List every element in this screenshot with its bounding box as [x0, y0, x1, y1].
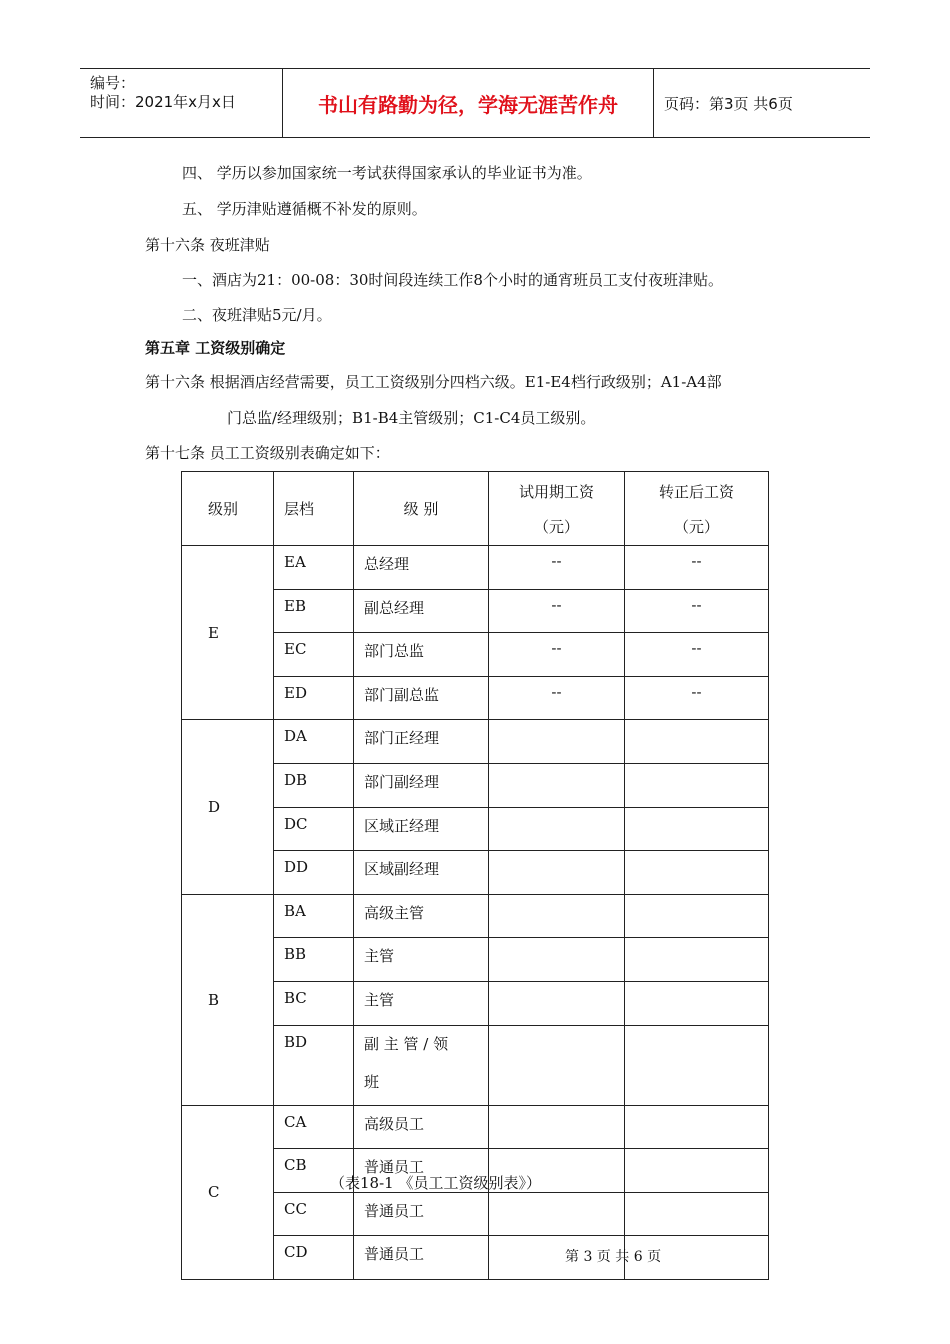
- regular-salary: [625, 763, 769, 807]
- regular-salary: [625, 851, 769, 895]
- probation-salary: --: [489, 589, 625, 633]
- header-meta-cell: [80, 69, 283, 137]
- tier-code: CC: [274, 1192, 354, 1236]
- table-header-row: [182, 472, 769, 546]
- header-tier: 层档: [274, 472, 354, 546]
- probation-salary: [489, 938, 625, 982]
- probation-salary: [489, 763, 625, 807]
- regular-salary: --: [625, 546, 769, 590]
- page-footer: 第 3 页 共 6 页: [565, 1249, 662, 1265]
- tier-code: BC: [274, 981, 354, 1025]
- grade-title: 普通员工: [354, 1149, 489, 1193]
- regular-salary: --: [625, 676, 769, 720]
- tier-code: DD: [274, 851, 354, 895]
- header-regular-line2: （元）: [673, 517, 719, 536]
- header-level: 级别: [182, 472, 274, 546]
- page-header: [80, 68, 870, 138]
- header-probation: [489, 472, 625, 546]
- probation-salary: --: [489, 546, 625, 590]
- header-motto: 书山有路勤为径，学海无涯苦作舟: [283, 69, 654, 137]
- table-row: [182, 1105, 769, 1149]
- grade-title: 主管: [354, 981, 489, 1025]
- header-probation-line1: 试用期工资: [518, 482, 594, 501]
- salary-grade-table: [181, 471, 769, 1280]
- regular-salary: [625, 938, 769, 982]
- tier-code: ED: [274, 676, 354, 720]
- probation-salary: [489, 981, 625, 1025]
- header-regular: [625, 472, 769, 546]
- article-16-title: 第十六条 夜班津贴: [145, 236, 270, 254]
- regular-salary: --: [625, 633, 769, 677]
- regular-salary: --: [625, 589, 769, 633]
- paragraph-education-4: 四、 学历以参加国家统一考试获得国家承认的毕业证书为准。: [182, 164, 592, 182]
- table-row: [182, 894, 769, 938]
- probation-salary: --: [489, 633, 625, 677]
- grade-title: 部门副经理: [354, 763, 489, 807]
- regular-salary: [625, 1192, 769, 1236]
- tier-code: EB: [274, 589, 354, 633]
- article-16-body-line2: 门总监/经理级别；B1-B4主管级别；C1-C4员工级别。: [227, 409, 596, 427]
- header-probation-line2: （元）: [533, 517, 579, 536]
- grade-title: 副总经理: [354, 589, 489, 633]
- regular-salary: [625, 1149, 769, 1193]
- group-cell-e: E: [182, 546, 274, 720]
- group-cell-d: D: [182, 720, 274, 894]
- grade-title-line1: 副 主 管 / 领: [364, 1034, 449, 1053]
- tier-code: BB: [274, 938, 354, 982]
- probation-salary: [489, 1105, 625, 1149]
- tier-code: CA: [274, 1105, 354, 1149]
- grade-title: 高级主管: [354, 894, 489, 938]
- tier-code: BA: [274, 894, 354, 938]
- regular-salary: [625, 894, 769, 938]
- regular-salary: [625, 807, 769, 851]
- probation-salary: [489, 807, 625, 851]
- article-17-title: 第十七条 员工工资级别表确定如下：: [145, 444, 390, 462]
- grade-title: 区域正经理: [354, 807, 489, 851]
- group-cell-c: C: [182, 1105, 274, 1279]
- tier-code: EA: [274, 546, 354, 590]
- probation-salary: [489, 851, 625, 895]
- grade-title: 普通员工: [354, 1236, 489, 1280]
- tier-code: DB: [274, 763, 354, 807]
- regular-salary: [625, 720, 769, 764]
- header-title: 级 别: [354, 472, 489, 546]
- header-page-cell: [654, 69, 870, 137]
- tier-code: CD: [274, 1236, 354, 1280]
- probation-salary: [489, 1192, 625, 1236]
- table-caption: （表18-1 《员工工资级别表》）: [330, 1174, 541, 1192]
- grade-title: 区域副经理: [354, 851, 489, 895]
- header-number: 编号：: [90, 74, 136, 92]
- header-regular-line1: 转正后工资: [658, 482, 734, 501]
- grade-title: 部门副总监: [354, 676, 489, 720]
- grade-title: 普通员工: [354, 1192, 489, 1236]
- group-cell-b: B: [182, 894, 274, 1105]
- grade-title: 部门正经理: [354, 720, 489, 764]
- header-time: 时间：2021年x月x日: [90, 93, 236, 111]
- tier-code: CB: [274, 1149, 354, 1193]
- tier-code: DA: [274, 720, 354, 764]
- table-row: [182, 720, 769, 764]
- tier-code: DC: [274, 807, 354, 851]
- grade-title: 高级员工: [354, 1105, 489, 1149]
- grade-title: [354, 1025, 489, 1105]
- tier-code: BD: [274, 1025, 354, 1105]
- regular-salary: [625, 981, 769, 1025]
- paragraph-education-5: 五、 学历津贴遵循概不补发的原则。: [182, 200, 427, 218]
- article-16-body-line1: 第十六条 根据酒店经营需要，员工工资级别分四档六级。E1-E4档行政级别；A1-A4部: [145, 373, 722, 391]
- grade-title: 总经理: [354, 546, 489, 590]
- probation-salary: --: [489, 676, 625, 720]
- regular-salary: [625, 1025, 769, 1105]
- header-page-number: 页码：第3页 共6页: [664, 95, 793, 113]
- probation-salary: [489, 720, 625, 764]
- grade-title-line2: 班: [364, 1072, 380, 1091]
- table-row: [182, 546, 769, 590]
- grade-title: 主管: [354, 938, 489, 982]
- regular-salary: [625, 1105, 769, 1149]
- grade-title: 部门总监: [354, 633, 489, 677]
- probation-salary: [489, 1025, 625, 1105]
- chapter-title: 第五章 工资级别确定: [145, 339, 286, 357]
- probation-salary: [489, 894, 625, 938]
- paragraph-night-2: 二、夜班津贴5元/月。: [182, 306, 332, 324]
- paragraph-night-1: 一、酒店为21：00-08：30时间段连续工作8个小时的通宵班员工支付夜班津贴。: [182, 271, 723, 289]
- tier-code: EC: [274, 633, 354, 677]
